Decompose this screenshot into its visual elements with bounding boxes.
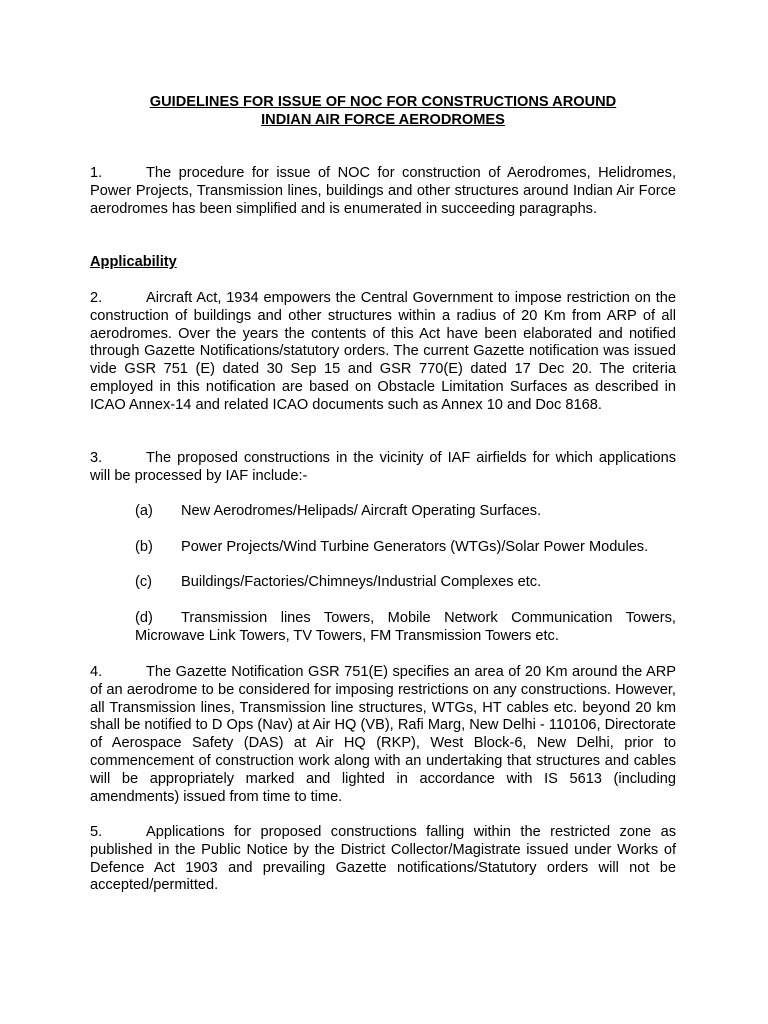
paragraph-text: The Gazette Notification GSR 751(E) specifies an area of 20 Km around the ARP of an aerodrome to be considered for imposing restrictions on any constructions. However, all Transmission lines, Transmission line structures, WTGs, HT cables etc. beyond 20 km shall be notified to D Ops (Nav) at Air HQ (VB), Rafi Marg, New Delhi - 110106, Directorate of Aerospace Safety (DAS) at Air HQ (RKP), West Block-6, New Delhi, prior to commencement of construction work along with an undertaking that structures and cables will be appropriately marked and lighted in accordance with IS 5613 (including amendments) issued from time to time. xyxy=(90,664,676,805)
list-item-text: Transmission lines Towers, Mobile Network Communication Towers, Microwave Link Towers, TV Towers, FM Transmission Towers etc. xyxy=(135,610,676,644)
paragraph-text: Aircraft Act, 1934 empowers the Central Government to impose restriction on the construction of buildings and other structures within a radius of 20 Km from ARP of all aerodromes. Over the years the contents of this Act have been elaborated and notified through Gazette Notifications/statutory orders. The current Gazette notification was issued vide GSR 751 (E) dated 30 Sep 15 and GSR 770(E) dated 17 Dec 20. The criteria employed in this notification are based on Obstacle Limitation Surfaces as described in ICAO Annex-14 and related ICAO documents such as Annex 10 and Doc 8168. xyxy=(90,290,676,413)
list-item-c xyxy=(135,574,676,592)
paragraph-number: 4. xyxy=(90,664,103,680)
paragraph-text: Applications for proposed constructions falling within the restricted zone as published in the Public Notice by the District Collector/Magistrate issued under Works of Defence Act 1903 and prevailing Gazette notifications/Statutory orders will not be accepted/permitted. xyxy=(90,824,676,894)
title-line-2: INDIAN AIR FORCE AERODROMES xyxy=(261,111,505,128)
paragraph-number: 2. xyxy=(90,290,103,306)
paragraph-3 xyxy=(90,450,676,486)
list-item-text: Power Projects/Wind Turbine Generators (WTGs)/Solar Power Modules. xyxy=(181,539,649,555)
list-item-label: (a) xyxy=(135,503,153,519)
paragraph-text: The proposed constructions in the vicinity of IAF airfields for which applications will be processed by IAF include:- xyxy=(90,450,676,484)
list-item-text: New Aerodromes/Helipads/ Aircraft Operating Surfaces. xyxy=(181,503,542,519)
paragraph-2 xyxy=(90,290,676,415)
list-item-d xyxy=(135,610,676,646)
list-item-label: (d) xyxy=(135,610,153,626)
paragraph-5 xyxy=(90,824,676,895)
section-heading-applicability: Applicability xyxy=(90,254,177,270)
paragraph-1 xyxy=(90,165,676,218)
list-item-label: (b) xyxy=(135,539,153,555)
list-item-a xyxy=(135,503,676,521)
list-item-label: (c) xyxy=(135,574,153,590)
title-line-1: GUIDELINES FOR ISSUE OF NOC FOR CONSTRUCTIONS AROUND xyxy=(149,94,617,110)
paragraph-number: 1. xyxy=(90,165,103,181)
paragraph-text: The procedure for issue of NOC for construction of Aerodromes, Helidromes, Power Projects, Transmission lines, buildings and other structures around Indian Air Force aerodromes has been simplified and is enumerated in succeeding paragraphs. xyxy=(90,165,676,217)
list-item-text: Buildings/Factories/Chimneys/Industrial Complexes etc. xyxy=(181,574,542,590)
list-item-b xyxy=(135,539,676,557)
document-title xyxy=(90,94,676,129)
paragraph-number: 3. xyxy=(90,450,103,466)
paragraph-4 xyxy=(90,664,676,806)
paragraph-number: 5. xyxy=(90,824,103,840)
